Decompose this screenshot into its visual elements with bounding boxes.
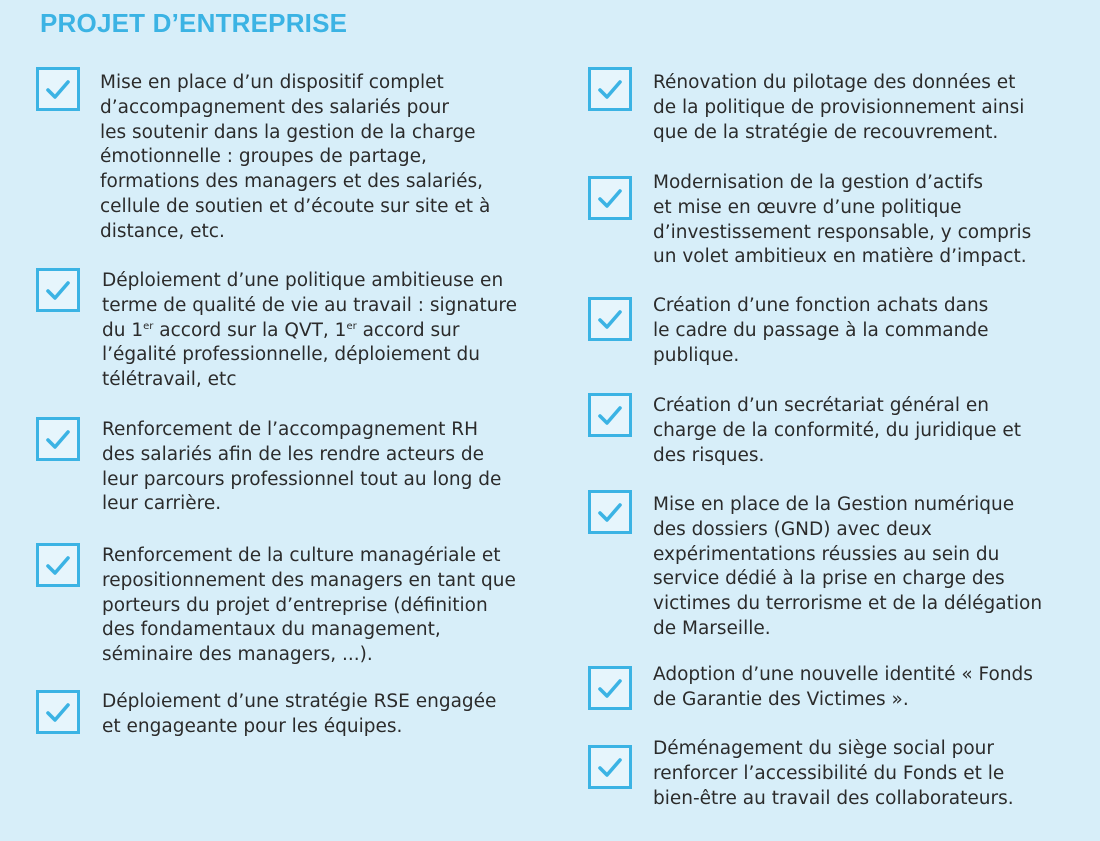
list-item-text: Renforcement de la culture managériale et repositionnement des managers en tant que porteurs du projet d’entreprise (définition des fondamentaux du management, séminaire des managers, ...).: [102, 545, 516, 666]
checkbox-checked-icon: [36, 690, 80, 734]
page-title: PROJET D’ENTREPRISE: [40, 8, 348, 38]
list-item-text: Déménagement du siège social pour renforcer l’accessibilité du Fonds et le bien-être au travail des collaborateurs.: [653, 738, 1014, 809]
checkbox-checked-icon: [588, 745, 632, 789]
checkbox-checked-icon: [588, 176, 632, 220]
checkbox-checked-icon: [588, 666, 632, 710]
list-item-text: Déploiement d’une politique ambitieuse en terme de qualité de vie au travail : signature du 1er accord sur la QVT, 1er accord sur l’égalité professionnelle, déploiement du télétravail, etc: [102, 270, 518, 391]
checkbox-checked-icon: [588, 67, 632, 111]
list-item-text: Mise en place de la Gestion numérique des dossiers (GND) avec deux expérimentations réussies au sein du service dédié à la prise en charge des victimes du terrorisme et de la délégation de Marseille.: [653, 494, 1043, 639]
list-item-text: Création d’un secrétariat général en charge de la conformité, du juridique et des risques.: [653, 395, 1021, 466]
list-item-text: Création d’une fonction achats dans le cadre du passage à la commande publique.: [653, 295, 989, 366]
checkbox-checked-icon: [36, 417, 80, 461]
list-item-text: Déploiement d’une stratégie RSE engagée et engageante pour les équipes.: [102, 691, 497, 737]
checkbox-checked-icon: [588, 393, 632, 437]
list-item-text: Rénovation du pilotage des données et de la politique de provisionnement ainsi que de la stratégie de recouvrement.: [653, 72, 1025, 143]
list-item-text: Renforcement de l’accompagnement RH des salariés afin de les rendre acteurs de leur parcours professionnel tout au long de leur carrière.: [102, 419, 502, 515]
checkbox-checked-icon: [36, 268, 80, 312]
checkbox-checked-icon: [36, 67, 80, 111]
list-item-text: Adoption d’une nouvelle identité « Fonds de Garantie des Victimes ».: [653, 664, 1033, 710]
checkbox-checked-icon: [588, 490, 632, 534]
checkbox-checked-icon: [36, 543, 80, 587]
list-item-text: Modernisation de la gestion d’actifs et mise en œuvre d’une politique d’investissement responsable, y compris un volet ambitieux en matière d’impact.: [653, 172, 1032, 268]
list-item-text: Mise en place d’un dispositif complet d’accompagnement des salariés pour les soutenir dans la gestion de la charge émotionnelle : groupes de partage, formations des managers et des salariés, cellule de soutien et d’écoute sur site et à distance, etc.: [100, 72, 491, 242]
checkbox-checked-icon: [588, 297, 632, 341]
